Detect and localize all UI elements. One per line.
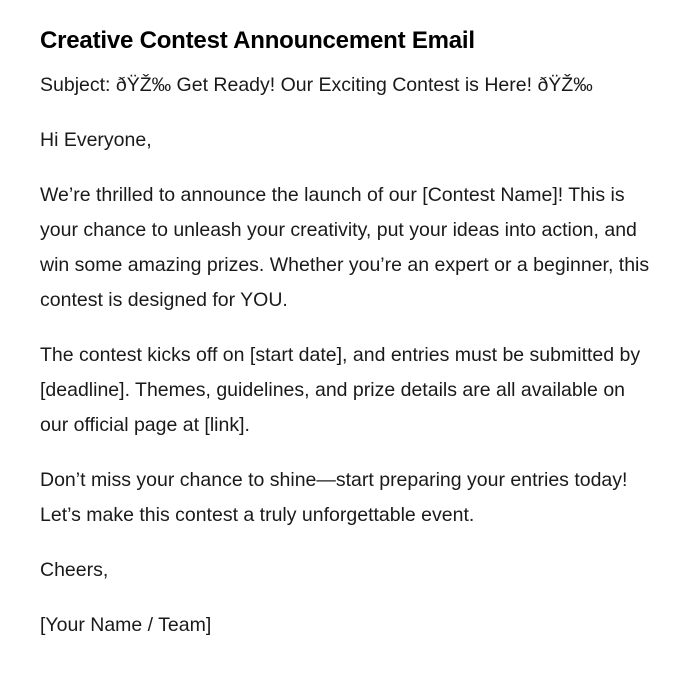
document-title: Creative Contest Announcement Email xyxy=(40,27,475,54)
email-closing: Cheers, xyxy=(40,559,109,581)
email-body-paragraph-3: Don’t miss your chance to shine—start preparing your entries today! Let’s make this contest a truly unforgettable event. xyxy=(40,469,628,526)
email-document xyxy=(40,24,650,663)
email-greeting: Hi Everyone, xyxy=(40,129,152,151)
email-signature: [Your Name / Team] xyxy=(40,614,212,636)
email-body-paragraph-2: The contest kicks off on [start date], and entries must be submitted by [deadline]. Themes, guidelines, and prize details are all available on our official page at [link]. xyxy=(40,344,641,436)
email-body-paragraph-1: We’re thrilled to announce the launch of our [Contest Name]! This is your chance to unleash your creativity, put your ideas into action, and win some amazing prizes. Whether you’re an expert or a beginner, this contest is designed for YOU. xyxy=(40,184,650,311)
email-subject: Subject: ðŸŽ‰ Get Ready! Our Exciting Contest is Here! ðŸŽ‰ xyxy=(40,74,593,96)
